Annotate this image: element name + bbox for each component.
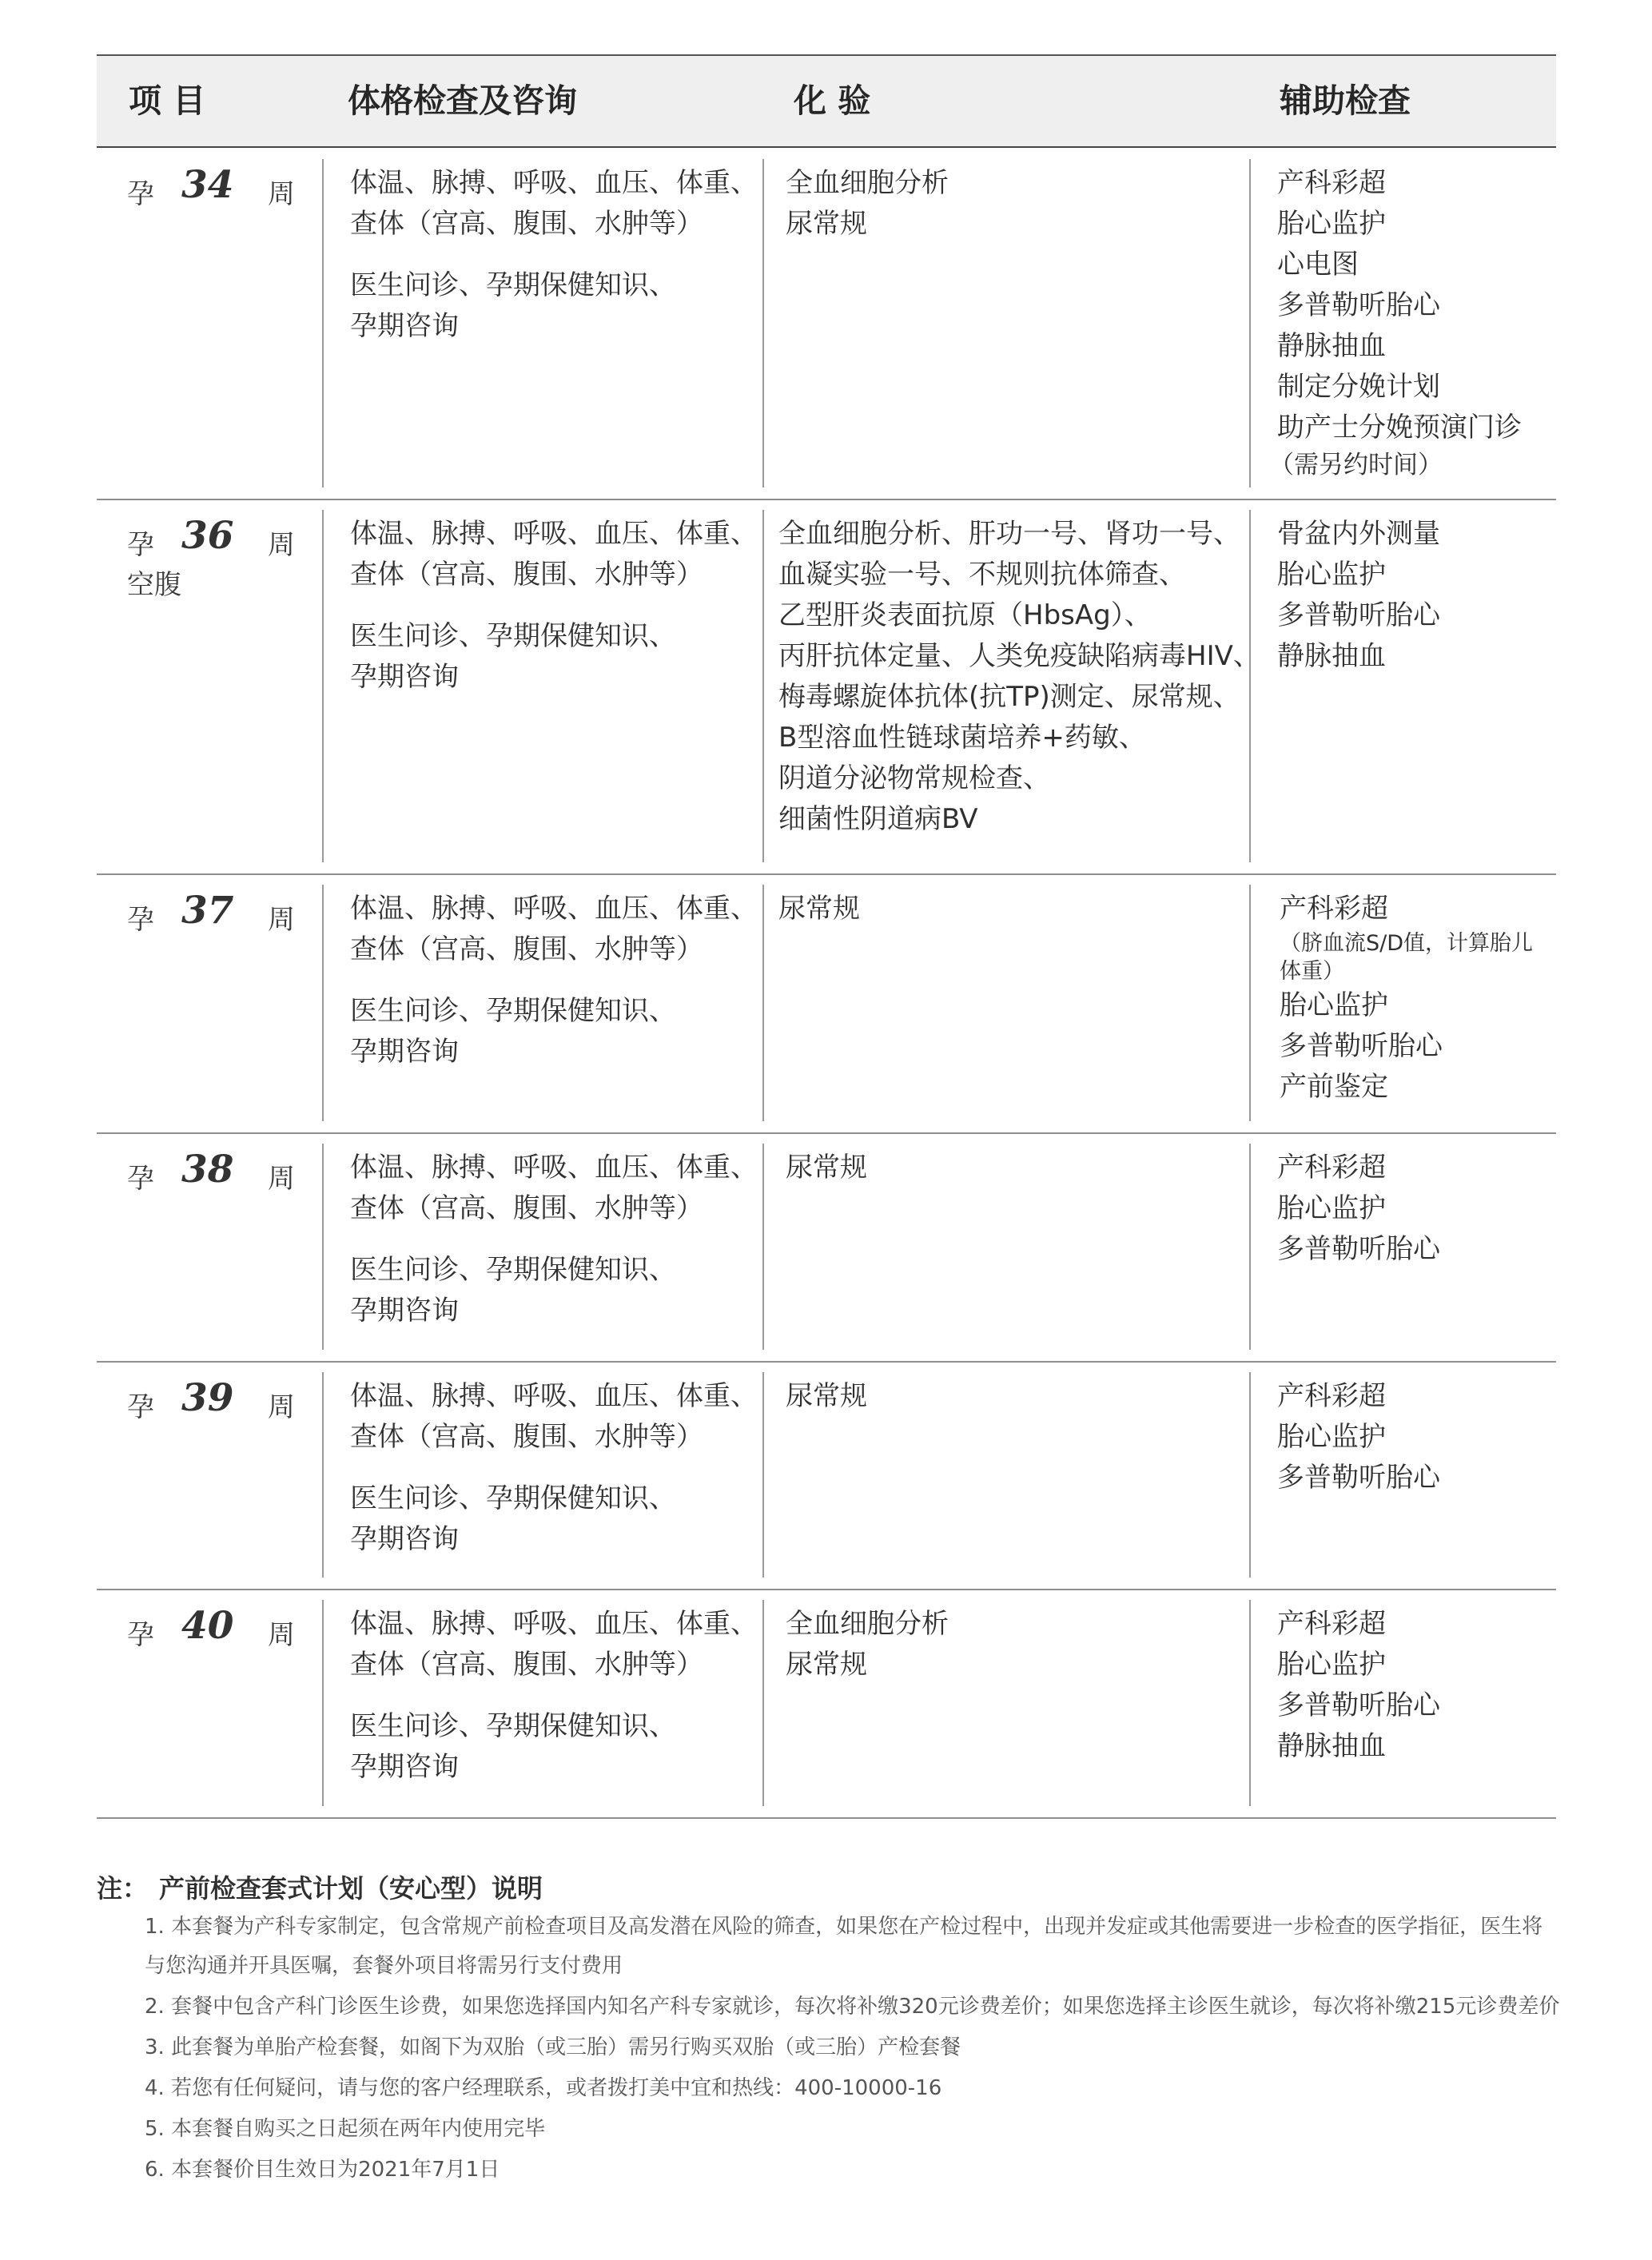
week-prefix: 孕 — [127, 1391, 154, 1423]
column-divider — [1249, 885, 1251, 1121]
column-divider — [762, 510, 764, 862]
week-number: 37 — [181, 889, 234, 933]
consult-line: 孕期咨询 — [350, 310, 459, 342]
column-divider — [322, 510, 324, 862]
lab-tests-cell — [786, 1604, 949, 1685]
auxiliary-exam-line: 胎心监护 — [1277, 208, 1386, 240]
week-suffix: 周 — [268, 904, 295, 936]
note-item: 6. 本套餐价目生效日为2021年7月1日 — [145, 2158, 500, 2182]
consult-line: 医生问诊、孕期保健知识、 — [350, 269, 676, 301]
auxiliary-exam-line: 多普勒听胎心 — [1280, 1030, 1443, 1062]
physical-exam-line: 体温、脉搏、呼吸、血压、体重、 — [350, 167, 758, 199]
week-prefix: 孕 — [127, 1619, 154, 1651]
consult-line: 孕期咨询 — [350, 1751, 459, 1783]
lab-test-line: 细菌性阴道病BV — [778, 803, 978, 835]
notes-section — [97, 1870, 1567, 2190]
physical-exam-line: 体温、脉搏、呼吸、血压、体重、 — [350, 893, 758, 925]
week-prefix: 孕 — [127, 1163, 154, 1195]
auxiliary-exam-line: 助产士分娩预演门诊 — [1277, 412, 1522, 444]
auxiliary-exam-line: 产科彩超 — [1277, 1380, 1386, 1412]
column-divider — [1249, 1372, 1251, 1578]
auxiliary-exam-note: （脐血流S/D值，计算胎儿 — [1280, 931, 1534, 956]
consult-line: 医生问诊、孕期保健知识、 — [350, 1482, 676, 1514]
physical-exam-cell — [350, 163, 758, 347]
auxiliary-exam-line: 胎心监护 — [1277, 1192, 1386, 1224]
auxiliary-exam-line: 多普勒听胎心 — [1277, 1689, 1440, 1721]
column-divider — [322, 1144, 324, 1350]
column-divider — [1249, 1144, 1251, 1350]
physical-exam-line: 查体（宫高、腹围、水肿等） — [350, 1421, 703, 1453]
consult-line: 孕期咨询 — [350, 1036, 459, 1068]
week-prefix: 孕 — [127, 904, 154, 936]
lab-tests-cell — [778, 889, 860, 929]
week-suffix: 周 — [268, 178, 295, 210]
week-number: 40 — [181, 1604, 234, 1648]
row-divider — [97, 1817, 1556, 1819]
row-divider — [97, 1589, 1556, 1590]
spacer — [350, 1458, 758, 1478]
lab-test-line: 血凝实验一号、不规则抗体筛查、 — [778, 559, 1186, 591]
column-divider — [322, 885, 324, 1121]
auxiliary-exam-cell — [1277, 514, 1440, 677]
auxiliary-exam-line: 多普勒听胎心 — [1277, 1233, 1440, 1265]
auxiliary-exam-line: 多普勒听胎心 — [1277, 1462, 1440, 1494]
week-number: 36 — [181, 514, 234, 558]
physical-exam-line: 查体（宫高、腹围、水肿等） — [350, 1649, 703, 1681]
lab-test-line: 尿常规 — [786, 1649, 867, 1681]
physical-exam-line: 查体（宫高、腹围、水肿等） — [350, 559, 703, 591]
physical-exam-line: 查体（宫高、腹围、水肿等） — [350, 1192, 703, 1224]
consult-line: 医生问诊、孕期保健知识、 — [350, 1254, 676, 1286]
lab-test-line: 全血细胞分析、肝功一号、肾功一号、 — [778, 518, 1240, 550]
column-divider — [1249, 1600, 1251, 1806]
note-item: 2. 套餐中包含产科门诊医生诊费，如果您选择国内知名产科专家就诊，每次将补缴320元诊费差价；如果您选择主诊医生就诊，每次将补缴215元诊费差价 — [145, 1995, 1560, 2019]
auxiliary-exam-line: 制定分娩计划 — [1277, 371, 1440, 403]
lab-test-line: 乙型肝炎表面抗原（HbsAg）、 — [778, 599, 1152, 631]
week-note: 空腹 — [127, 569, 181, 601]
column-divider — [762, 1372, 764, 1578]
auxiliary-exam-cell — [1277, 1376, 1440, 1498]
column-divider — [322, 1600, 324, 1806]
spacer — [350, 970, 758, 991]
header-lab: 化 验 — [794, 82, 871, 120]
notes-heading: 产前检查套式计划（安心型）说明 — [159, 1873, 543, 1904]
lab-test-line: 尿常规 — [786, 208, 867, 240]
note-item: 3. 此套餐为单胎产检套餐，如阁下为双胎（或三胎）需另行购买双胎（或三胎）产检套餐 — [145, 2035, 961, 2059]
week-prefix: 孕 — [127, 529, 154, 561]
header-physical: 体格检查及咨询 — [348, 82, 577, 120]
physical-exam-line: 体温、脉搏、呼吸、血压、体重、 — [350, 518, 758, 550]
auxiliary-exam-cell — [1269, 163, 1522, 482]
lab-test-line: B型溶血性链球菌培养+药敏、 — [778, 722, 1146, 754]
lab-test-line: 丙肝抗体定量、人类免疫缺陷病毒HIV、 — [778, 640, 1260, 672]
auxiliary-exam-line: 产科彩超 — [1277, 1608, 1386, 1640]
physical-exam-line: 查体（宫高、腹围、水肿等） — [350, 933, 703, 965]
consult-line: 医生问诊、孕期保健知识、 — [350, 620, 676, 652]
auxiliary-exam-line: 静脉抽血 — [1277, 1730, 1386, 1762]
auxiliary-exam-line: 胎心监护 — [1277, 559, 1386, 591]
week-number: 39 — [181, 1376, 234, 1420]
row-divider — [97, 1132, 1556, 1134]
week-suffix: 周 — [268, 1391, 295, 1423]
table-header — [97, 56, 1556, 148]
physical-exam-cell — [350, 514, 758, 698]
auxiliary-exam-line: 产前鉴定 — [1280, 1071, 1388, 1103]
auxiliary-exam-line: 胎心监护 — [1280, 989, 1388, 1021]
lab-tests-cell — [786, 163, 949, 245]
lab-tests-cell — [778, 514, 1260, 840]
auxiliary-exam-cell — [1280, 889, 1533, 1108]
consult-line: 医生问诊、孕期保健知识、 — [350, 995, 676, 1027]
physical-exam-cell — [350, 1376, 758, 1560]
auxiliary-exam-line: 多普勒听胎心 — [1277, 289, 1440, 321]
physical-exam-line: 体温、脉搏、呼吸、血压、体重、 — [350, 1152, 758, 1184]
notes-label: 注： — [97, 1873, 149, 1904]
spacer — [350, 1229, 758, 1250]
note-item: 与您沟通并开具医嘱，套餐外项目将需另行支付费用 — [145, 1954, 623, 1978]
lab-tests-cell — [786, 1148, 867, 1188]
note-item: 4. 若您有任何疑问，请与您的客户经理联系，或者拨打美中宜和热线：400-10000-16 — [145, 2076, 942, 2100]
column-divider — [762, 1144, 764, 1350]
spacer — [350, 595, 758, 616]
consult-line: 医生问诊、孕期保健知识、 — [350, 1710, 676, 1742]
consult-line: 孕期咨询 — [350, 661, 459, 693]
row-divider — [97, 499, 1556, 500]
week-prefix: 孕 — [127, 178, 154, 210]
week-number: 38 — [181, 1148, 234, 1192]
lab-test-line: 全血细胞分析 — [786, 1608, 949, 1640]
week-suffix: 周 — [268, 1163, 295, 1195]
notes-title — [97, 1870, 1567, 1907]
column-divider — [322, 1372, 324, 1578]
auxiliary-exam-line: 产科彩超 — [1280, 893, 1388, 925]
spacer — [350, 245, 758, 265]
row-divider — [97, 1361, 1556, 1363]
auxiliary-exam-line: 胎心监护 — [1277, 1421, 1386, 1453]
auxiliary-exam-cell — [1277, 1604, 1440, 1767]
header-aux: 辅助检查 — [1280, 82, 1411, 120]
lab-test-line: 尿常规 — [786, 1380, 867, 1412]
week-suffix: 周 — [268, 1619, 295, 1651]
auxiliary-exam-line: 静脉抽血 — [1277, 330, 1386, 362]
lab-test-line: 梅毒螺旋体抗体(抗TP)测定、尿常规、 — [778, 681, 1240, 713]
spacer — [350, 1685, 758, 1706]
note-item: 1. 本套餐为产科专家制定，包含常规产前检查项目及高发潜在风险的筛查，如果您在产检过程中，出现并发症或其他需要进一步检查的医学指征，医生将 — [145, 1915, 1543, 1939]
physical-exam-line: 查体（宫高、腹围、水肿等） — [350, 208, 703, 240]
auxiliary-exam-line: 多普勒听胎心 — [1277, 599, 1440, 631]
auxiliary-exam-note: 体重） — [1280, 959, 1344, 984]
lab-test-line: 尿常规 — [778, 893, 860, 925]
header-item: 项 目 — [129, 82, 206, 120]
week-number: 34 — [181, 163, 234, 207]
physical-exam-line: 体温、脉搏、呼吸、血压、体重、 — [350, 1608, 758, 1640]
auxiliary-exam-line: 静脉抽血 — [1277, 640, 1386, 672]
note-item: 5. 本套餐自购买之日起须在两年内使用完毕 — [145, 2117, 546, 2141]
lab-test-line: 全血细胞分析 — [786, 167, 949, 199]
column-divider — [762, 1600, 764, 1806]
physical-exam-cell — [350, 1604, 758, 1788]
physical-exam-line: 体温、脉搏、呼吸、血压、体重、 — [350, 1380, 758, 1412]
column-divider — [762, 885, 764, 1121]
column-divider — [322, 159, 324, 487]
row-divider — [97, 873, 1556, 875]
auxiliary-exam-note: （需另约时间） — [1269, 451, 1443, 479]
auxiliary-exam-line: 产科彩超 — [1277, 1152, 1386, 1184]
physical-exam-cell — [350, 1148, 758, 1331]
consult-line: 孕期咨询 — [350, 1295, 459, 1327]
physical-exam-cell — [350, 889, 758, 1072]
column-divider — [762, 159, 764, 487]
lab-test-line: 阴道分泌物常规检查、 — [778, 762, 1050, 794]
consult-line: 孕期咨询 — [350, 1523, 459, 1555]
auxiliary-exam-cell — [1277, 1148, 1440, 1270]
auxiliary-exam-line: 产科彩超 — [1277, 167, 1386, 199]
week-suffix: 周 — [268, 529, 295, 561]
column-divider — [1249, 159, 1251, 487]
auxiliary-exam-line: 骨盆内外测量 — [1277, 518, 1440, 550]
lab-test-line: 尿常规 — [786, 1152, 867, 1184]
auxiliary-exam-line: 心电图 — [1277, 249, 1359, 281]
lab-tests-cell — [786, 1376, 867, 1417]
auxiliary-exam-line: 胎心监护 — [1277, 1649, 1386, 1681]
